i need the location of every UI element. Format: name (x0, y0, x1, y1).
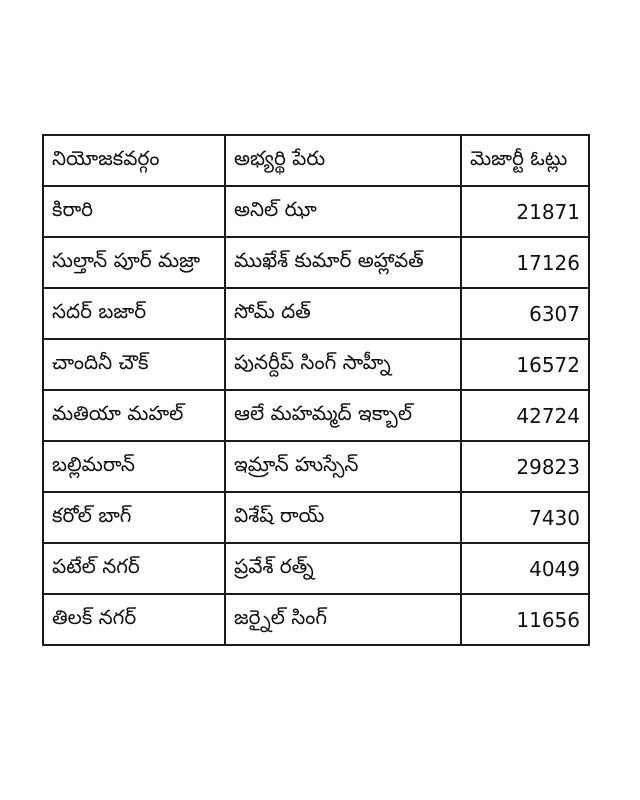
cell-majority: 16572 (461, 339, 589, 390)
cell-majority: 21871 (461, 186, 589, 237)
table-row (43, 186, 589, 237)
cell-constituency: సదర్ బజార్ (43, 288, 225, 339)
table-row (43, 390, 589, 441)
header-majority-votes: మెజార్టీ ఓట్లు (461, 135, 589, 186)
results-table (42, 134, 590, 646)
cell-majority: 4049 (461, 543, 589, 594)
table-row (43, 288, 589, 339)
cell-majority: 6307 (461, 288, 589, 339)
header-constituency: నియోజకవర్గం (43, 135, 225, 186)
cell-candidate: జర్నైల్ సింగ్ (225, 594, 461, 645)
cell-candidate: ప్రవేశ్ రత్న్ (225, 543, 461, 594)
cell-constituency: సుల్తాన్ పూర్ మజ్రా (43, 237, 225, 288)
cell-majority: 7430 (461, 492, 589, 543)
cell-majority: 17126 (461, 237, 589, 288)
cell-constituency: కరోల్ బాగ్ (43, 492, 225, 543)
table-row (43, 543, 589, 594)
cell-candidate: పునర్దీప్ సింగ్ సాహ్నీ (225, 339, 461, 390)
table-row (43, 594, 589, 645)
cell-constituency: చాందినీ చౌక్ (43, 339, 225, 390)
table-row (43, 441, 589, 492)
table-row (43, 237, 589, 288)
cell-candidate: విశేష్ రాయ్ (225, 492, 461, 543)
cell-constituency: కిరారి (43, 186, 225, 237)
table-header-row (43, 135, 589, 186)
header-candidate-name: అభ్యర్థి పేరు (225, 135, 461, 186)
cell-constituency: తిలక్ నగర్ (43, 594, 225, 645)
cell-constituency: మతియా మహల్ (43, 390, 225, 441)
cell-constituency: పటేల్ నగర్ (43, 543, 225, 594)
cell-constituency: బల్లిమరాన్ (43, 441, 225, 492)
cell-candidate: సోమ్ దత్ (225, 288, 461, 339)
cell-candidate: ఇమ్రాన్ హుస్సేన్ (225, 441, 461, 492)
table-row (43, 492, 589, 543)
cell-candidate: ఆలే మహమ్మద్ ఇక్బాల్ (225, 390, 461, 441)
cell-majority: 11656 (461, 594, 589, 645)
cell-majority: 42724 (461, 390, 589, 441)
cell-majority: 29823 (461, 441, 589, 492)
cell-candidate: అనిల్ ఝా (225, 186, 461, 237)
table-row (43, 339, 589, 390)
cell-candidate: ముఖేశ్ కుమార్ అహ్లావత్ (225, 237, 461, 288)
